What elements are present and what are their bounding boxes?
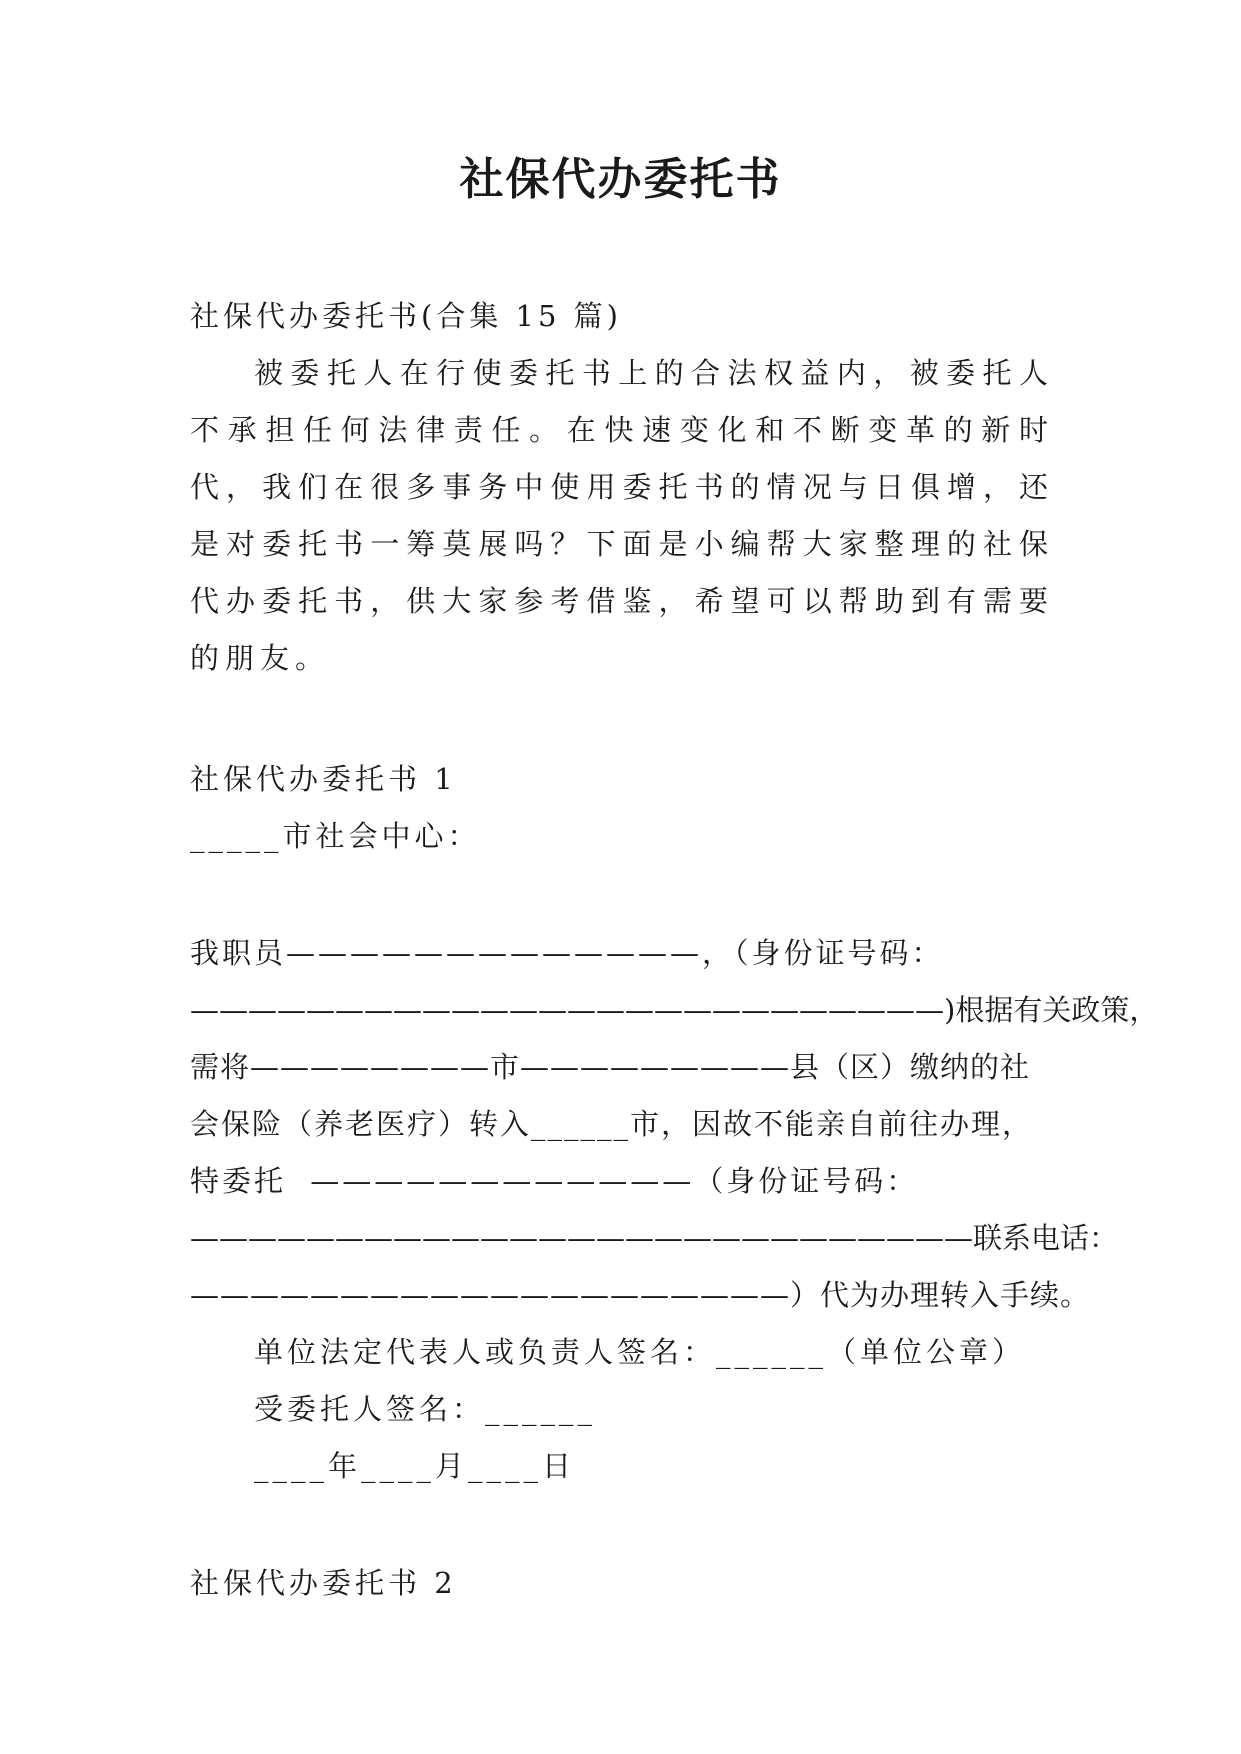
body-line: ———————————————————————————联系电话： — [190, 1221, 1119, 1255]
date-line: ____年____月____日 — [254, 1449, 576, 1483]
body-line: ————————————————————）代为办理转入手续。 — [190, 1278, 1091, 1312]
spacer — [190, 687, 1054, 751]
spacer — [190, 1495, 1054, 1555]
section-1-heading: 社保代办委托书 1 — [190, 762, 457, 796]
spacer — [190, 865, 1054, 925]
body-line: 我职员—————————————，（身份证号码： — [190, 936, 944, 970]
section-2-heading: 社保代办委托书 2 — [190, 1566, 457, 1600]
collection-heading: 社保代办委托书(合集 15 篇) — [190, 299, 622, 333]
document-body — [190, 288, 1159, 1612]
intro-paragraph: 被委托人在行使委托书上的合法权益内，被委托人不承担任何法律责任。在快速变化和不断变革的新时代，我们在很多事务中使用委托书的情况与日俱增，还是对委托书一筹莫展吗？下面是小编帮大家整理的社保代办委托书，供大家参考借鉴，希望可以帮助到有需要的朋友。 — [190, 356, 1054, 675]
section-1-addressee: _____市社会中心： — [190, 819, 481, 853]
body-line: 特委托 ————————————（身份证号码： — [190, 1164, 919, 1198]
body-line: ——————————————————————————)根据有关政策， — [190, 993, 1159, 1027]
signature-agent-line: 受委托人签名：______ — [254, 1392, 597, 1426]
document-title: 社保代办委托书 — [459, 154, 782, 205]
signature-unit-line: 单位法定代表人或负责人签名：______（单位公章） — [254, 1335, 1026, 1369]
body-line: 需将————————市—————————县（区）缴纳的社 — [190, 1050, 1031, 1084]
body-line: 会保险（养老医疗）转入______市，因故不能亲自前往办理， — [190, 1107, 1034, 1141]
section-1-body — [190, 925, 1159, 1324]
